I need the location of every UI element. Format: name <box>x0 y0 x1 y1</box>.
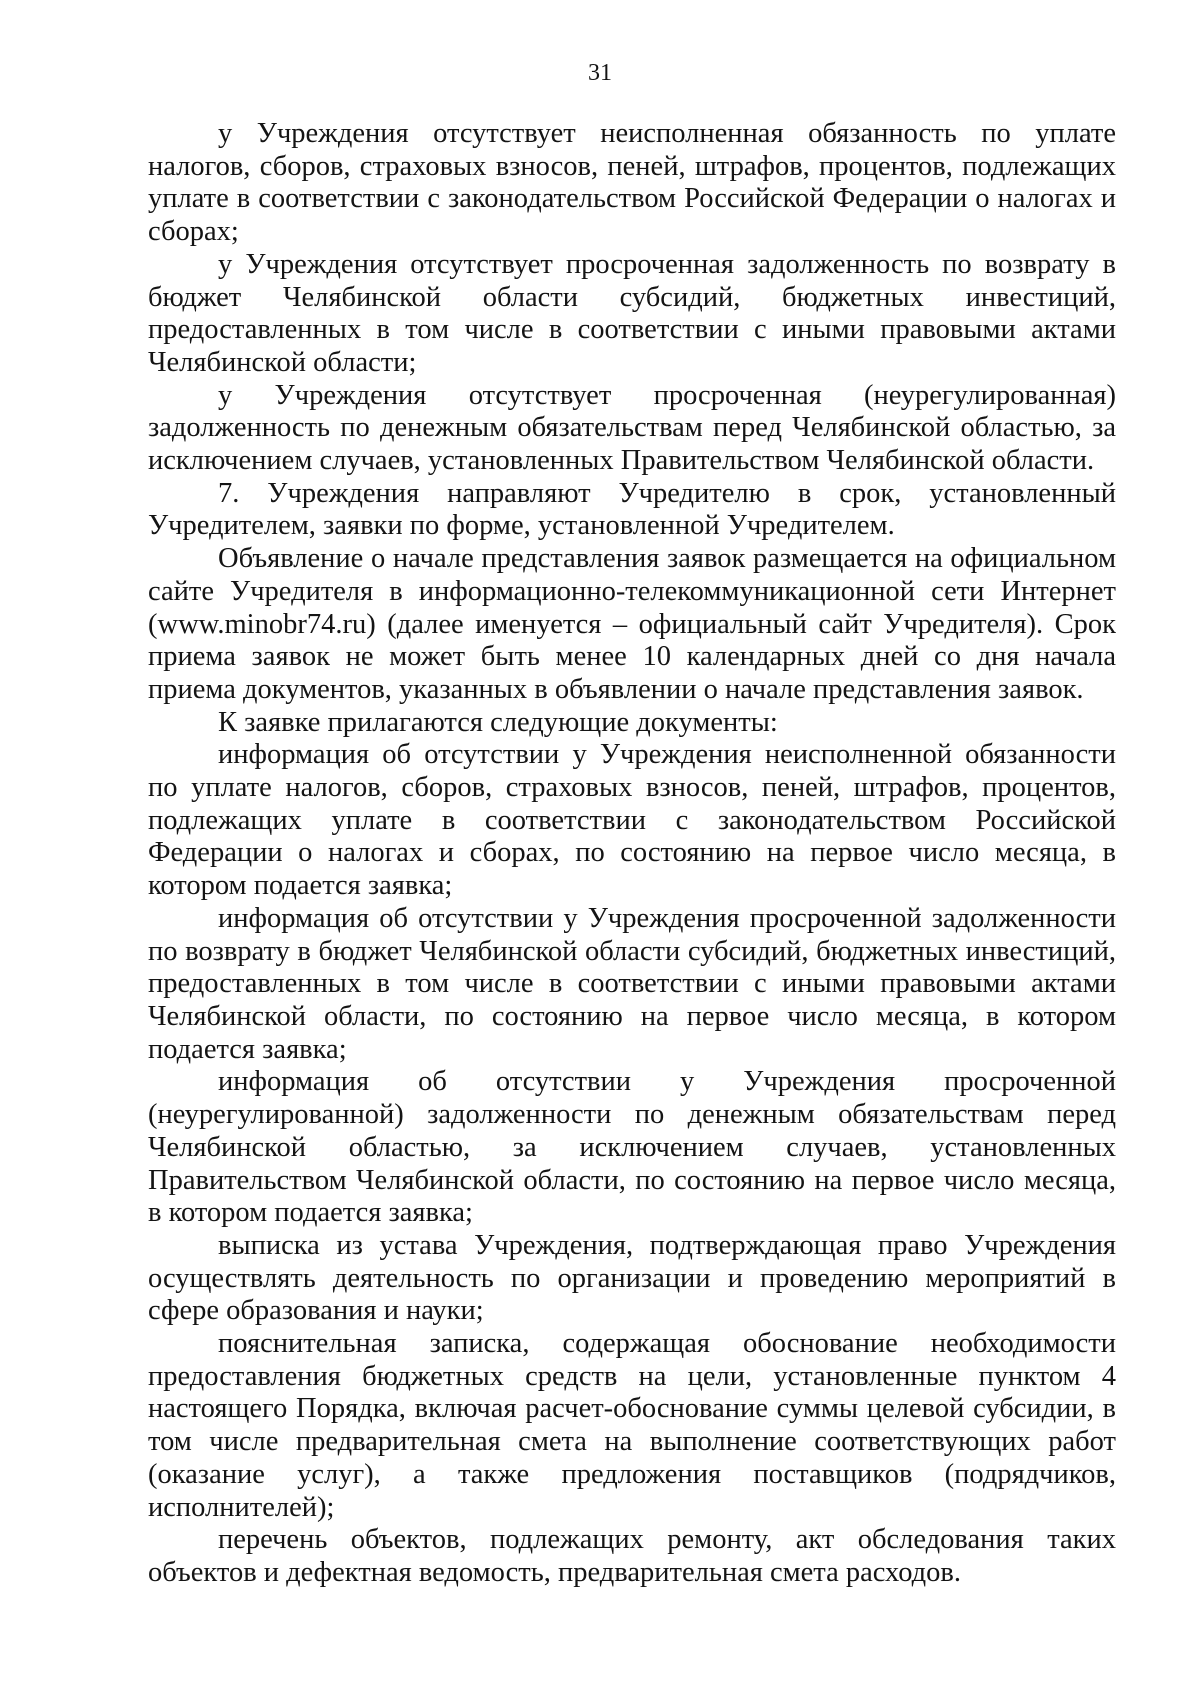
paragraph-item-7-applications: 7. Учреждения направляют Учредителю в срок, установленный Учредителем, заявки по форме, установленной Учредителем. <box>148 477 1116 542</box>
paragraph-announcement: Объявление о начале представления заявок размещается на официальном сайте Учредителя в информационно-телекоммуникационной сети Интернет (www.minobr74.ru) (далее именуется – официальный сайт Учредителя). Срок приема заявок не может быть менее 10 календарных дней со дня начала приема документов, указанных в объявлении о начале представления заявок. <box>148 543 1116 705</box>
document-body <box>148 118 1116 1590</box>
paragraph-attached-documents-intro: К заявке прилагаются следующие документы: <box>218 706 778 738</box>
paragraph-doc-obligations-info: информация об отсутствии у Учреждения просроченной (неурегулированной) задолженности по денежным обязательствам перед Челябинской областью, за исключением случаев, установленных Правительством Челябинской области, по состоянию на первое число месяца, в котором подается заявка; <box>148 1066 1116 1229</box>
paragraph-no-tax-arrears: у Учреждения отсутствует неисполненная обязанность по уплате налогов, сборов, страховых взносов, пеней, штрафов, процентов, подлежащих уплате в соответствии с законодательством Российской Федерации о налогах и сборах; <box>148 118 1116 248</box>
paragraph-no-unsettled-obligations: у Учреждения отсутствует просроченная (неурегулированная) задолженность по денежным обязательствам перед Челябинской областью, за исключением случаев, установленных Правительством Челябинской области. <box>148 379 1116 477</box>
paragraph-doc-explanatory-note: пояснительная записка, содержащая обоснование необходимости предоставления бюджетных средств на цели, установленные пунктом 4 настоящего Порядка, включая расчет-обоснование суммы целевой субсидии, в том числе предварительная смета на выполнение соответствующих работ (оказание услуг), а также предложения поставщиков (подрядчиков, исполнителей); <box>148 1328 1116 1523</box>
page-number: 31 <box>588 60 612 86</box>
paragraph-doc-tax-info: информация об отсутствии у Учреждения неисполненной обязанности по уплате налогов, сборов, страховых взносов, пеней, штрафов, процентов, подлежащих уплате в соответствии с законодательством Российской Федерации о налогах и сборах, по состоянию на первое число месяца, в котором подается заявка; <box>148 739 1116 902</box>
paragraph-no-overdue-budget-debt: у Учреждения отсутствует просроченная задолженность по возврату в бюджет Челябинской области субсидий, бюджетных инвестиций, предоставленных в том числе в соответствии с иными правовыми актами Челябинской области; <box>148 248 1116 378</box>
paragraph-doc-charter-extract: выписка из устава Учреждения, подтверждающая право Учреждения осуществлять деятельность по организации и проведению мероприятий в сфере образования и науки; <box>148 1229 1116 1327</box>
paragraph-doc-repair-list: перечень объектов, подлежащих ремонту, акт обследования таких объектов и дефектная ведомость, предварительная смета расходов. <box>148 1524 1116 1588</box>
paragraph-doc-budget-debt-info: информация об отсутствии у Учреждения просроченной задолженности по возврату в бюджет Челябинской области субсидий, бюджетных инвестиций, предоставленных в том числе в соответствии с иными правовыми актами Челябинской области, по состоянию на первое число месяца, в котором подается заявка; <box>148 902 1116 1065</box>
